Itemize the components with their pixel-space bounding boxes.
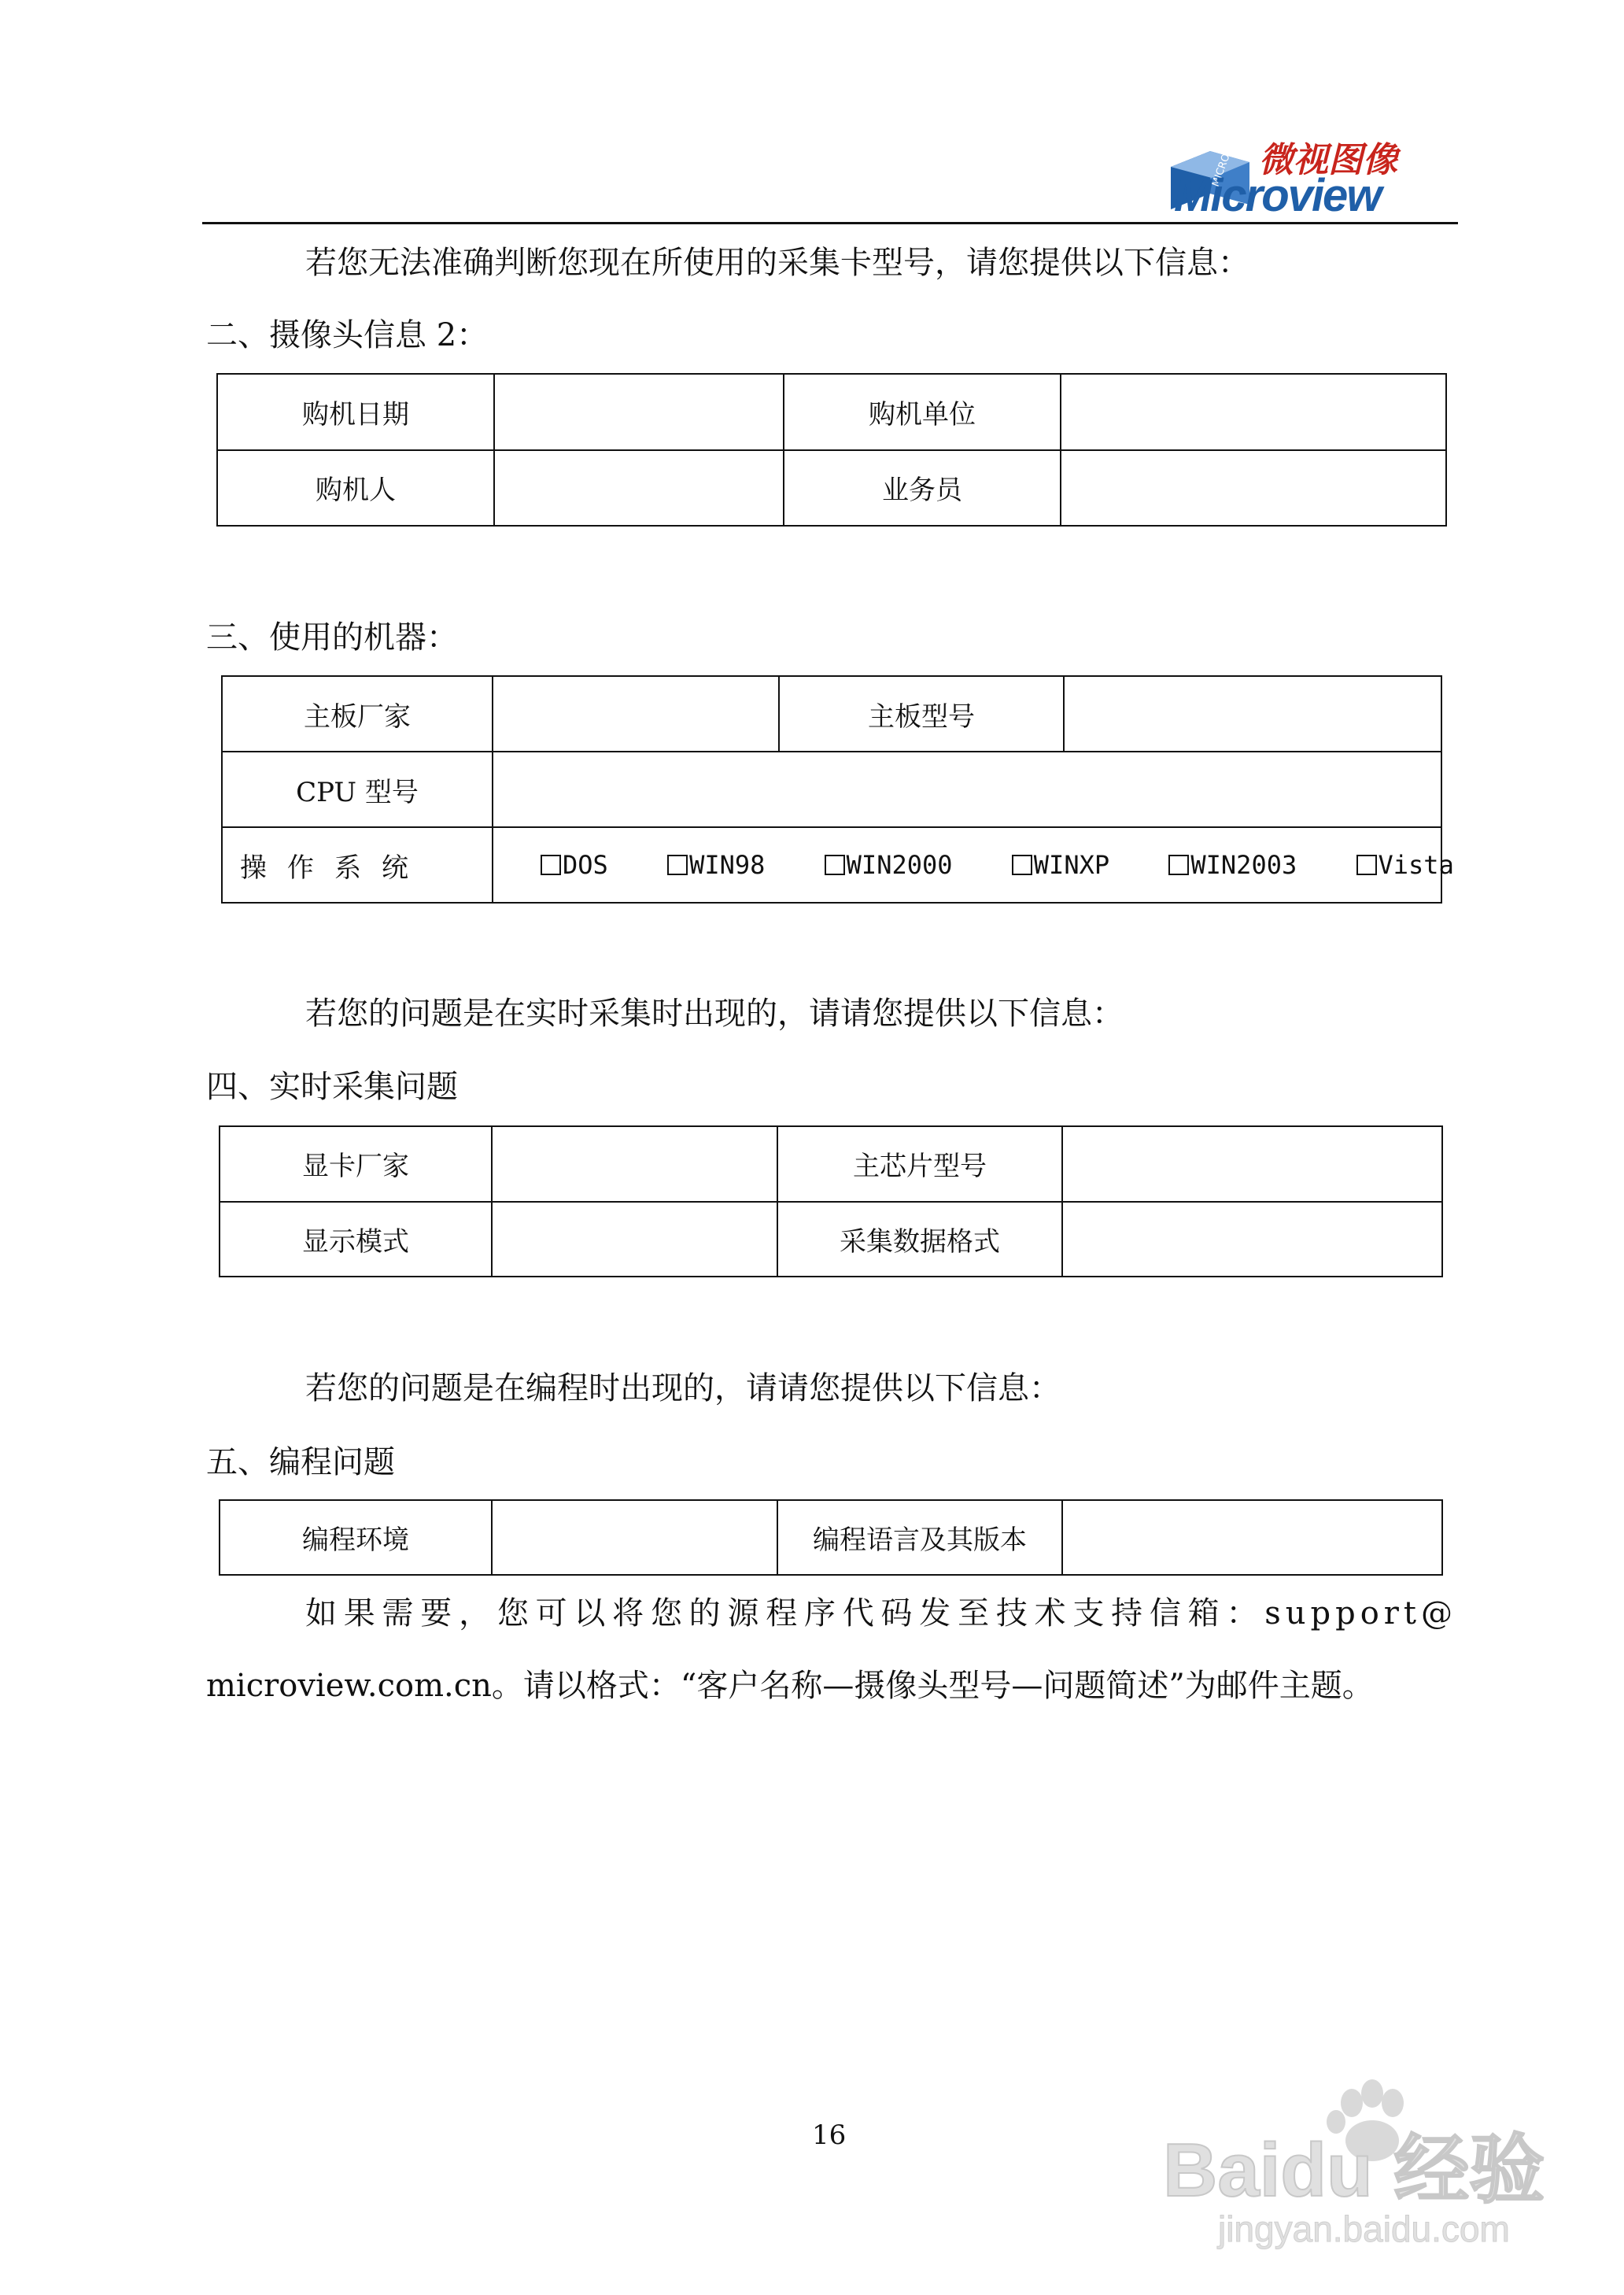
programming-env-field[interactable] (492, 1500, 777, 1575)
table-row (220, 1500, 1442, 1575)
purchaser-field[interactable] (494, 450, 784, 527)
purchase-unit-label: 购机单位 (784, 374, 1061, 450)
page-number: 16 (812, 2119, 847, 2151)
section3-heading: 三、使用的机器： (206, 619, 458, 656)
purchase-unit-field[interactable] (1061, 374, 1446, 450)
os-label: 操作系统 (222, 827, 493, 903)
intro-card-paragraph: 若您无法准确判断您现在所使用的采集卡型号，请您提供以下信息： (305, 245, 1249, 281)
checkbox-icon[interactable] (667, 855, 688, 875)
intro-realtime-paragraph: 若您的问题是在实时采集时出现的，请请您提供以下信息： (305, 996, 1124, 1032)
table-row (217, 374, 1446, 450)
table-row (220, 1126, 1442, 1202)
checkbox-icon[interactable] (541, 855, 561, 875)
main-chip-model-label: 主芯片型号 (777, 1126, 1062, 1202)
programming-table (219, 1499, 1443, 1576)
camera-info-table (216, 373, 1447, 527)
machine-info-table (221, 675, 1454, 904)
purchase-date-label: 购机日期 (217, 374, 494, 450)
intro-programming-paragraph: 若您的问题是在编程时出现的，请请您提供以下信息： (305, 1370, 1061, 1406)
checkbox-icon[interactable] (1356, 855, 1377, 875)
cpu-model-field[interactable] (493, 752, 1441, 827)
capture-format-label: 采集数据格式 (777, 1202, 1062, 1277)
watermark-brand: Baidu 经验 (1163, 2128, 1545, 2212)
watermark-url: jingyan.baidu.com (1218, 2208, 1510, 2249)
os-option-winxp[interactable]: WINXP (1012, 850, 1109, 880)
table-row (222, 752, 1441, 827)
checkbox-icon[interactable] (1168, 855, 1189, 875)
section2-heading: 二、摄像头信息 2： (206, 317, 489, 353)
checkbox-icon[interactable] (1012, 855, 1032, 875)
display-mode-label: 显示模式 (220, 1202, 492, 1277)
section5-heading: 五、编程问题 (206, 1444, 395, 1480)
section4-heading: 四、实时采集问题 (206, 1069, 458, 1105)
salesperson-label: 业务员 (784, 450, 1061, 527)
gpu-vendor-field[interactable] (492, 1126, 777, 1202)
main-chip-model-field[interactable] (1062, 1126, 1442, 1202)
gpu-vendor-label: 显卡厂家 (220, 1126, 492, 1202)
os-option-dos[interactable]: DOS (541, 850, 608, 880)
board-model-field[interactable] (1064, 676, 1441, 752)
os-options (493, 827, 1454, 903)
table-row (222, 827, 1441, 903)
realtime-capture-table (219, 1125, 1443, 1277)
salesperson-field[interactable] (1061, 450, 1446, 527)
logo-en-text: Microview (1174, 170, 1381, 221)
board-model-label: 主板型号 (779, 676, 1064, 752)
os-option-win2003[interactable]: WIN2003 (1168, 850, 1297, 880)
cpu-model-label: CPU 型号 (222, 752, 493, 827)
closing-line-1: 如果需要，您可以将您的源程序代码发至技术支持信箱：support@ (305, 1595, 1457, 1632)
purchaser-label: 购机人 (217, 450, 494, 527)
purchase-date-field[interactable] (494, 374, 784, 450)
logo-cn-text: 微视图像 (1259, 140, 1397, 180)
logo-side-text: MICRO VIEW (1209, 124, 1243, 189)
checkbox-icon[interactable] (825, 855, 845, 875)
programming-env-label: 编程环境 (220, 1500, 492, 1575)
header-rule (202, 222, 1458, 224)
table-row (220, 1202, 1442, 1277)
capture-format-field[interactable] (1062, 1202, 1442, 1277)
programming-language-field[interactable] (1062, 1500, 1442, 1575)
display-mode-field[interactable] (492, 1202, 777, 1277)
programming-language-label: 编程语言及其版本 (777, 1500, 1062, 1575)
baidu-watermark (1155, 2062, 1548, 2251)
table-row (217, 450, 1446, 527)
os-option-vista[interactable]: Vista (1356, 850, 1454, 880)
board-vendor-label: 主板厂家 (222, 676, 493, 752)
microview-logo (1163, 124, 1456, 221)
os-option-win2000[interactable]: WIN2000 (825, 850, 953, 880)
table-row (222, 676, 1441, 752)
board-vendor-field[interactable] (493, 676, 779, 752)
os-option-win98[interactable]: WIN98 (667, 850, 765, 880)
closing-line-2: microview.com.cn。请以格式：“客户名称—摄像头型号—问题简述”为邮件主题。 (206, 1668, 1374, 1704)
